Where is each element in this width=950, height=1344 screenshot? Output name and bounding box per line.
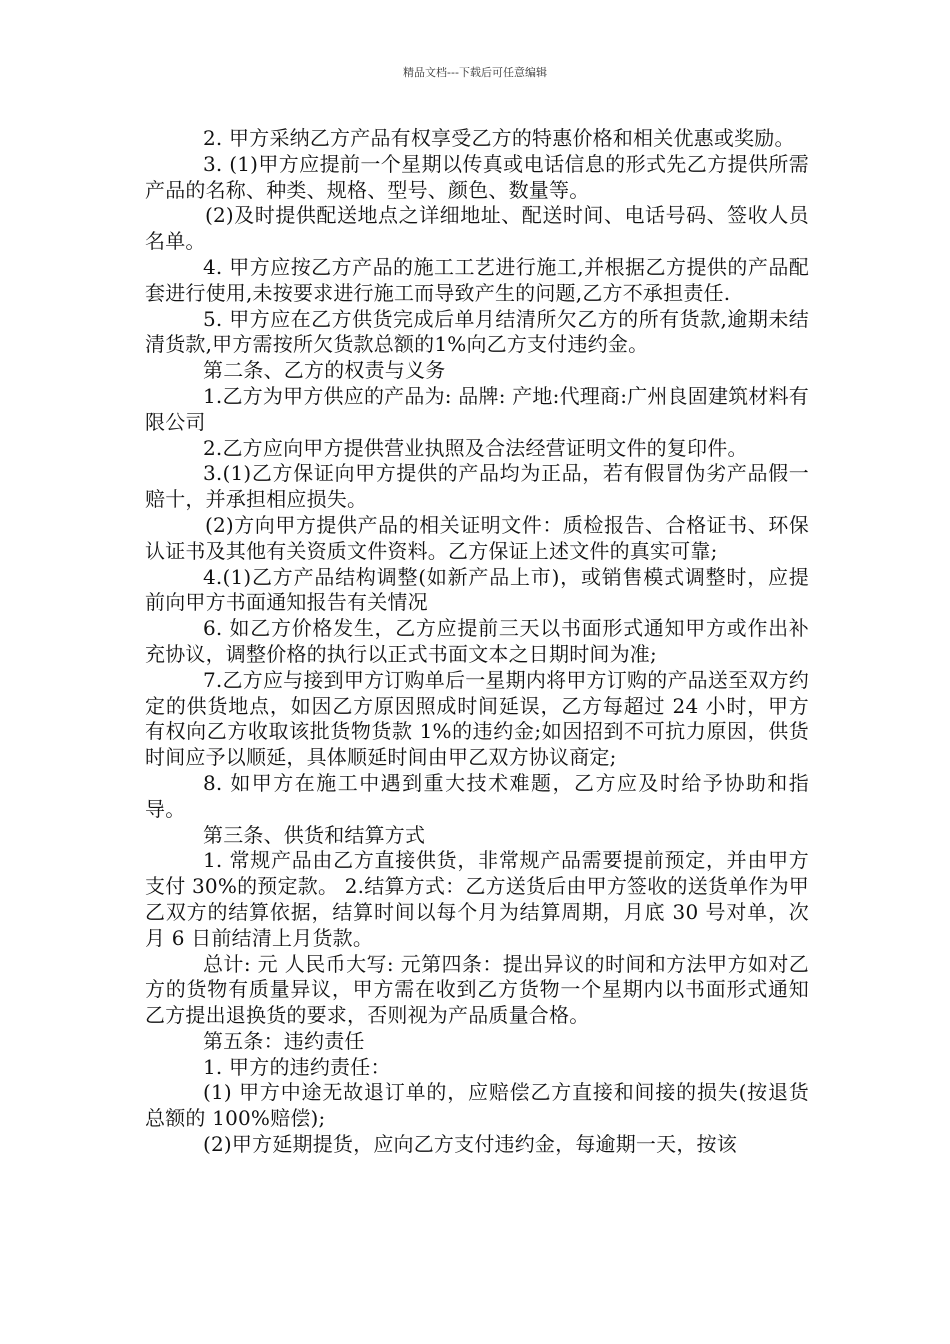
clause-paragraph: 8. 如甲方在施工中遇到重大技术难题，乙方应及时给予协助和指导。	[145, 770, 809, 821]
clause-paragraph: 7.乙方应与接到甲方订购单后一星期内将甲方订购的产品送至双方约定的供货地点，如因乙方原因照成时间延误，乙方每超过 24 小时，甲方有权向乙方收取该批货物货款 1%的违约金;如因招到不可抗力原因，供货时间应予以顺延，具体顺延时间由甲乙双方协议商定;	[145, 667, 809, 770]
clause-paragraph: 4.(1)乙方产品结构调整(如新产品上市)，或销售模式调整时，应提前向甲方书面通知报告有关情况	[145, 564, 809, 615]
clause-paragraph: 1. 常规产品由乙方直接供货，非常规产品需要提前预定，并由甲方支付 30%的预定款。 2.结算方式：乙方送货后由甲方签收的送货单作为甲乙双方的结算依据，结算时间以每个月为结算周期，月底 30 号对单，次月 6 日前结清上月货款。	[145, 848, 809, 950]
clause-paragraph: 1. 甲方的违约责任：	[203, 1054, 391, 1079]
clause-paragraph: 2. 甲方采纳乙方产品有权享受乙方的特惠价格和相关优惠或奖励。	[203, 126, 795, 150]
clause-paragraph: 6. 如乙方价格发生，乙方应提前三天以书面形式通知甲方或作出补充协议，调整价格的执行以正式书面文本之日期时间为准;	[145, 616, 809, 666]
clause-paragraph: (2)甲方延期提货，应向乙方支付违约金，每逾期一天，按该	[203, 1132, 737, 1157]
clause-paragraph: 总计: 元 人民币大写: 元第四条：提出异议的时间和方法甲方如对乙方的货物有质量异议，甲方需在收到乙方货物一个星期内以书面形式通知乙方提出退换货的要求，否则视为产品质量合格。	[145, 951, 809, 1028]
clause-paragraph: 4. 甲方应按乙方产品的施工工艺进行施工,并根据乙方提供的产品配套进行使用,未按要求进行施工而导致产生的问题,乙方不承担责任.	[145, 254, 809, 305]
document-body	[145, 126, 809, 1158]
clause-paragraph: (2)方向甲方提供产品的相关证明文件：质检报告、合格证书、环保认证书及其他有关资质文件资料。乙方保证上述文件的真实可靠;	[145, 512, 809, 563]
clause-paragraph: (2)及时提供配送地点之详细地址、配送时间、电话号码、签收人员名单。	[145, 203, 809, 254]
clause-paragraph: 2.乙方应向甲方提供营业执照及合法经营证明文件的复印件。	[203, 435, 748, 460]
page-header-note: 精品文档---下载后可任意编辑	[403, 66, 547, 79]
clause-paragraph: 5. 甲方应在乙方供货完成后单月结清所欠乙方的所有货款,逾期未结清货款,甲方需按所欠货款总额的1%向乙方支付违约金。	[145, 306, 809, 357]
clause-paragraph: (1) 甲方中途无故退订单的，应赔偿乙方直接和间接的损失(按退货总额的 100%赔偿);	[145, 1080, 809, 1131]
clause-paragraph: 3. (1)甲方应提前一个星期以传真或电话信息的形式先乙方提供所需产品的名称、种类、规格、型号、颜色、数量等。	[145, 151, 809, 202]
section-heading: 第二条、乙方的权责与义务	[203, 358, 446, 383]
clause-paragraph: 1.乙方为甲方供应的产品为: 品牌: 产地:代理商:广州良固建筑材料有限公司	[145, 383, 809, 434]
section-heading: 第三条、供货和结算方式	[203, 822, 426, 847]
section-heading: 第五条：违约责任	[203, 1028, 365, 1053]
clause-paragraph: 3.(1)乙方保证向甲方提供的产品均为正品，若有假冒伪劣产品假一赔十，并承担相应损失。	[145, 461, 809, 512]
